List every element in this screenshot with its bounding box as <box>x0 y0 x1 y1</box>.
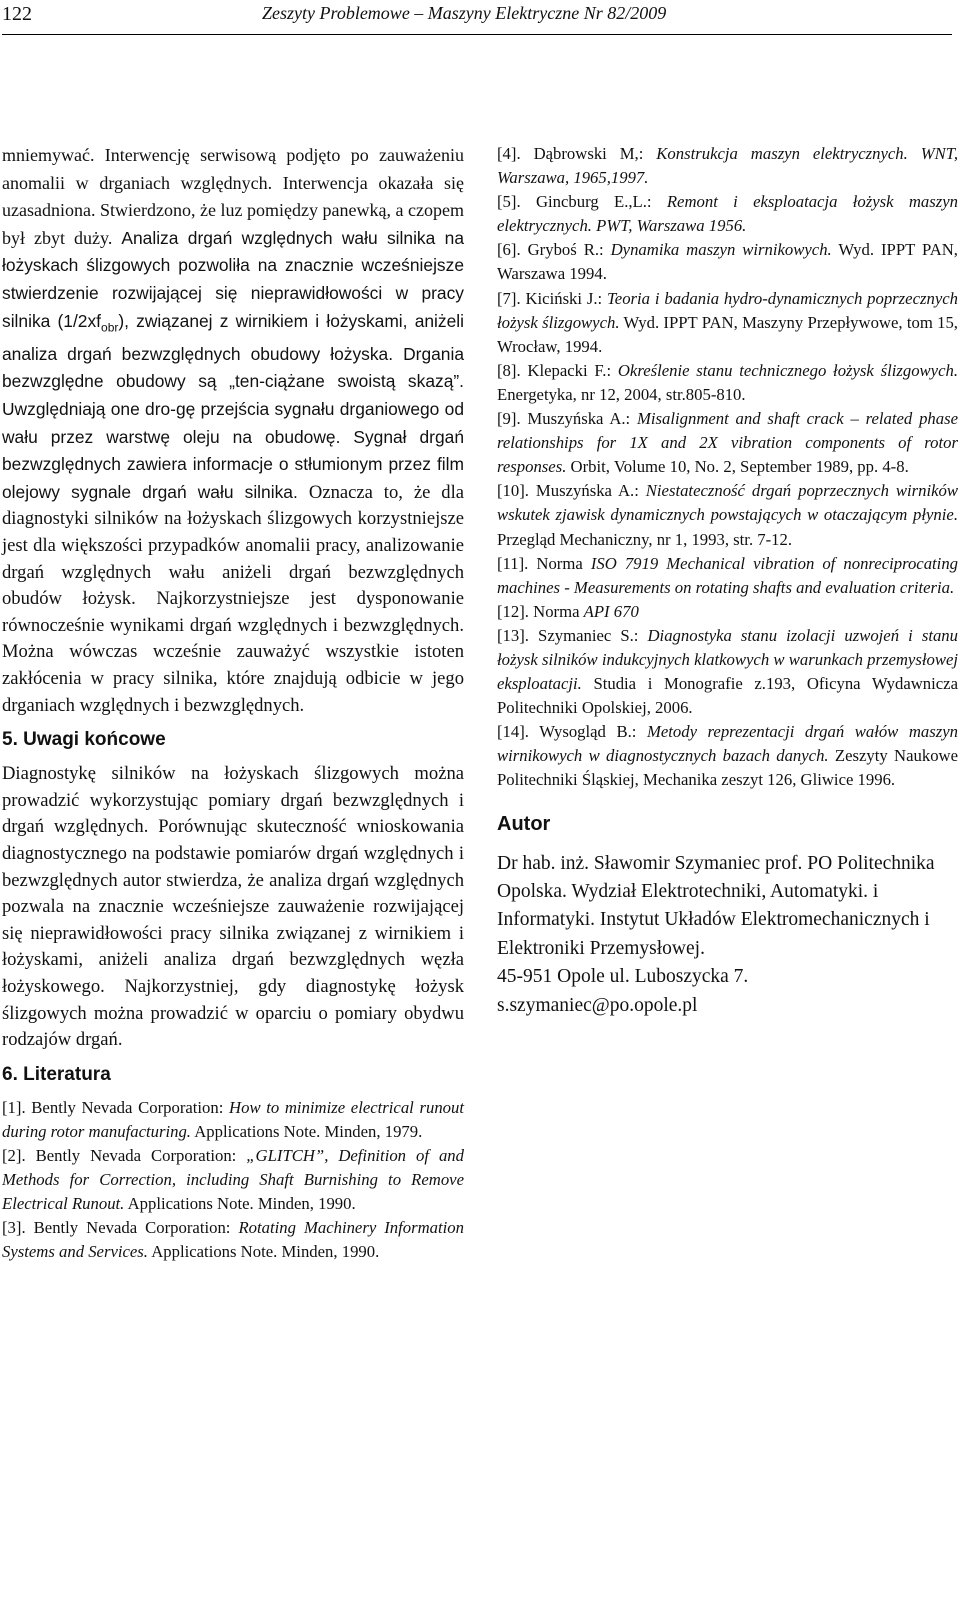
reference-authors: Bently Nevada Corporation: <box>25 1097 230 1117</box>
reference-authors: Gryboś R.: <box>520 240 611 260</box>
reference-authors: Norma <box>528 601 584 621</box>
reference-authors: Gincburg E.,L.: <box>520 192 667 212</box>
reference-number: [10]. <box>497 481 529 501</box>
page-number: 122 <box>2 3 32 25</box>
reference-number: [5]. <box>497 192 521 212</box>
paragraph-discussion-mid-b: ), związanej z wirnikiem i łożyskami, aniżeli analiza drgań bezwzględnych obudowy łożyska. Drgania bezwzględne obudowy są „ten-ciążane swoistą skazą”. Uwzględniają one dro-gę przejścia sygnału drganiowego od wału przez warstwę oleju na obudowę. Sygnał drgań bezwzględnych zawiera informacje o stłumionym przez film olejowy sygnale drgań wału silnika. <box>2 310 464 502</box>
reference-publisher: Zeszyty Naukowe Politechniki Śląskiej, Mechanika zeszyt 126, Gliwice 1996. <box>497 746 958 790</box>
reference-publisher: Applications Note. Minden, 1990. <box>124 1194 356 1214</box>
reference-title: „GLITCH”, Definition of and Methods for Correction, including Shaft Burnishing to Remove Electrical Runout. <box>2 1145 464 1214</box>
reference-publisher: Wyd. IPPT PAN, Maszyny Przepływowe, tom 15, Wrocław, 1994. <box>497 312 958 356</box>
reference-item <box>497 142 958 190</box>
reference-number: [2]. <box>2 1145 26 1165</box>
author-email: s.szymaniec@po.opole.pl <box>497 994 698 1016</box>
section-5-heading: 5. Uwagi końcowe <box>2 729 166 751</box>
reference-number: [13]. <box>497 625 529 645</box>
reference-authors: Muszyńska A.: <box>528 481 646 501</box>
left-column <box>2 142 464 1264</box>
subscript-obr: obr <box>101 320 119 335</box>
references-list-right <box>497 142 958 793</box>
reference-number: [11]. <box>497 553 529 573</box>
reference-title: Diagnostyka stanu izolacji uzwojeń i stanu łożysk silników indukcyjnych klatkowych w warunkach przemysłowej eksploatacji. <box>497 625 958 694</box>
reference-title: How to minimize electrical runout during rotor manufacturing. <box>2 1097 464 1141</box>
reference-authors: Muszyńska A.: <box>520 409 637 429</box>
reference-item <box>497 600 958 624</box>
reference-authors: Wysogląd B.: <box>528 722 647 742</box>
reference-number: [14]. <box>497 722 529 742</box>
reference-number: [6]. <box>497 240 521 260</box>
reference-item <box>497 720 958 792</box>
reference-title: Metody reprezentacji drgań wałów maszyn wirnikowych w diagnostycznych bazach danych. <box>497 722 958 766</box>
reference-item <box>497 407 958 479</box>
reference-item <box>2 1144 464 1216</box>
reference-authors: Bently Nevada Corporation: <box>25 1218 239 1238</box>
reference-number: [3]. <box>2 1218 26 1238</box>
reference-publisher: Studia i Monografie z.193, Oficyna Wydawnicza Politechniki Opolskiej, 2006. <box>497 674 958 718</box>
journal-title: Zeszyty Problemowe – Maszyny Elektryczne Nr 82/2009 <box>262 3 667 23</box>
reference-item <box>2 1096 464 1144</box>
reference-authors: Szymaniec S.: <box>528 625 648 645</box>
reference-number: [7]. <box>497 288 521 308</box>
reference-title: Teoria i badania hydro-dynamicznych poprzecznych łożysk ślizgowych. <box>497 288 958 332</box>
reference-publisher: Applications Note. Minden, 1990. <box>147 1242 380 1262</box>
reference-item <box>2 1216 464 1264</box>
reference-number: [8]. <box>497 360 521 380</box>
paragraph-discussion-tail: Oznacza to, że dla diagnostyki silników na łożyskach ślizgowych korzystniejsze jest dla większości przypadków anomalii pracy, analizowanie drgań względnych wału aniżeli drgań bezwzględnych obudów łożysk. Najkorzystniejsze jest dysponowanie równocześnie wynikami drgań względnych i bezwzględnych. Można wówczas wcześnie zauważyć wszystkie istoten zakłócenia w pracy silnika, które znajdują odbicie w jego drganiach względnych i bezwzględnych. <box>2 481 464 716</box>
reference-authors: Klepacki F.: <box>520 360 618 380</box>
reference-title: ISO 7919 Mechanical vibration of nonreciprocating machines - Measurements on rotating shafts and evaluation criteria. <box>497 553 959 597</box>
reference-number: [9]. <box>497 409 521 429</box>
reference-title: API 670 <box>583 601 639 621</box>
reference-title: Remont i eksploatacja łożysk maszyn elektrycznych. PWT, Warszawa 1956. <box>497 192 958 236</box>
reference-number: [12]. <box>497 601 529 621</box>
reference-title: Niestateczność drgań poprzecznych wirników wskutek zjawisk dynamicznych powstających w otaczającym płynie. <box>497 481 958 525</box>
right-column <box>497 142 958 1020</box>
reference-authors: Dąbrowski M,: <box>520 144 657 163</box>
author-address: 45-951 Opole ul. Luboszycka 7. <box>497 966 749 988</box>
reference-title: Dynamika maszyn wirnikowych. <box>610 240 832 260</box>
reference-publisher: Orbit, Volume 10, No. 2, September 1989, pp. 4-8. <box>566 457 909 477</box>
reference-item <box>497 238 958 286</box>
references-list-left <box>2 1096 464 1265</box>
paragraph-discussion <box>2 142 464 719</box>
reference-item <box>497 624 958 720</box>
reference-number: [4]. <box>497 144 521 163</box>
reference-item <box>497 359 958 407</box>
author-heading: Autor <box>497 812 551 835</box>
reference-publisher: Przegląd Mechaniczny, nr 1, 1993, str. 7-12. <box>497 529 793 549</box>
page-header <box>2 0 952 35</box>
paragraph-discussion-lead: mniemywać. Interwencję serwisową podjęto po zauważeniu anomalii w drganiach względnych. Interwencja okazała się uzasadniona. Stwierdzono, że luz pomiędzy panewką, a czopem był zbyt duży. <box>2 145 464 248</box>
reference-publisher: Wyd. IPPT PAN, Warszawa 1994. <box>497 240 958 284</box>
paragraph-conclusions: Diagnostykę silników na łożyskach ślizgowych można prowadzić wykorzystując pomiary drgań bezwzględnych i drgań względnych. Porównując skuteczność wnioskowania diagnostycznego na podstawie pomiarów drgań względnych i bezwzględnych autor stwierdza, że analiza drgań względnych pozwala na znacznie wcześniejsze zauważenie rozwijającej się nieprawidłowości pracy silnika związanej z wirnikiem i łożyskami, aniżeli analiza drgań bezwzględnych węzła łożyskowego. Najkorzystniej, gdy diagnostykę łożysk ślizgowych można prowadzić w oparciu o pomiary obydwu rodzajów drgań. <box>2 763 464 1051</box>
reference-item <box>497 190 958 238</box>
reference-item <box>497 287 958 359</box>
reference-title: Rotating Machinery Information Systems and Services. <box>2 1218 464 1262</box>
reference-item <box>497 479 958 551</box>
reference-publisher: Applications Note. Minden, 1979. <box>190 1121 423 1141</box>
reference-authors: Bently Nevada Corporation: <box>25 1145 247 1165</box>
reference-publisher: Energetyka, nr 12, 2004, str.805-810. <box>497 384 746 404</box>
reference-title: Konstrukcja maszyn elektrycznych. WNT, Warszawa, 1965,1997. <box>497 144 958 188</box>
reference-title: Określenie stanu technicznego łożysk ślizgowych. <box>617 360 958 380</box>
reference-authors: Norma <box>528 553 591 573</box>
paragraph-discussion-mid-a: Analiza drgań względnych wału silnika na łożyskach ślizgowych pozwoliła na znacznie wcześniejsze stwierdzenie rozwijającej się nieprawidłowości w pracy silnika (1/2xf <box>2 227 464 331</box>
section-6-heading: 6. Literatura <box>2 1063 111 1085</box>
reference-authors: Kiciński J.: <box>520 288 608 308</box>
reference-title: Misalignment and shaft crack – related phase relationships for 1X and 2X vibration components of rotor responses. <box>497 409 958 477</box>
reference-number: [1]. <box>2 1097 26 1117</box>
reference-item <box>497 552 958 600</box>
author-affiliation: Dr hab. inż. Sławomir Szymaniec prof. PO Politechnika Opolska. Wydział Elektrotechniki, Automatyki. i Informatyki. Instytut Układów Elektromechanicznych i Elektroniki Przemysłowej. <box>497 852 935 959</box>
